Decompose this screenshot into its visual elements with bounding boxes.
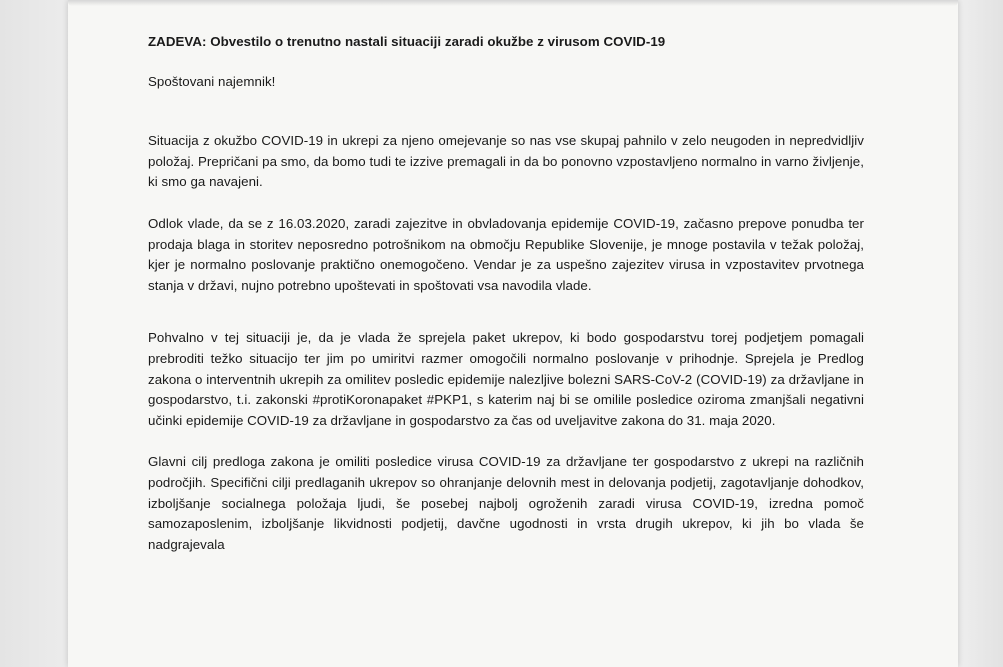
letter-body	[148, 32, 864, 576]
background-right	[958, 0, 1003, 667]
letter-subject: ZADEVA: Obvestilo o trenutno nastali situaciji zaradi okužbe z virusom COVID-19	[148, 34, 666, 49]
background-left	[0, 0, 68, 667]
paragraph-measures: Pohvalno v tej situaciji je, da je vlada že sprejela paket ukrepov, ki bodo gospodarstvu torej podjetjem pomagali prebroditi težko situacijo ter jim po umiritvi razmer omogočili normalno poslovanje v prihodnje. Sprejela je Predlog zakona o interventnih ukrepih za omilitev posledic epidemije nalezljive bolezni SARS-CoV-2 (COVID-19) za državljane in gospodarstvo, t.i. zakonski #protiKoronapaket #PKP1, s katerim naj bi se omilile posledice oziroma zmanjšali negativni učinki epidemije COVID-19 za državljane in gospodarstvo za čas od uveljavitve zakona do 31. maja 2020.	[148, 330, 864, 428]
letter-greeting: Spoštovani najemnik!	[148, 73, 276, 89]
page-top-edge	[68, 0, 958, 6]
document-page	[68, 0, 958, 667]
paragraph-decree: Odlok vlade, da se z 16.03.2020, zaradi zajezitve in obvladovanja epidemije COVID-19, začasno prepove ponudba ter prodaja blaga in storitev neposredno potrošnikom na območju Republike Slovenije, je mnoge postavila v težak položaj, kjer je normalno poslovanje praktično onemogočeno. Vendar je za uspešno zajezitev virusa in vzpostavitev prvotnega stanja v državi, nujno potrebno upoštevati in spoštovati vsa navodila vlade.	[148, 215, 864, 293]
paragraph-situation: Situacija z okužbo COVID-19 in ukrepi za njeno omejevanje so nas vse skupaj pahnilo v zelo neugoden in nepredvidljiv položaj. Prepričani pa smo, da bomo tudi te izzive premagali in da bo ponovno vzpostavljeno normalno in varno življenje, ki smo ga navajeni.	[148, 133, 864, 190]
paragraph-goals: Glavni cilj predloga zakona je omiliti posledice virusa COVID-19 za državljane ter gospodarstvo z ukrepi na različnih področjih. Specifični cilji predlaganih ukrepov so ohranjanje delovnih mest in delovanja podjetij, zagotavljanje dohodkov, izboljšanje socialnega položaja ljudi, še posebej najbolj ogroženih zaradi virusa COVID-19, izredna pomoč samozaposlenim, izboljšanje likvidnosti podjetij, davčne ugodnosti in vrsta drugih ukrepov, ki jih bo vlada še nadgrajevala	[148, 454, 864, 552]
